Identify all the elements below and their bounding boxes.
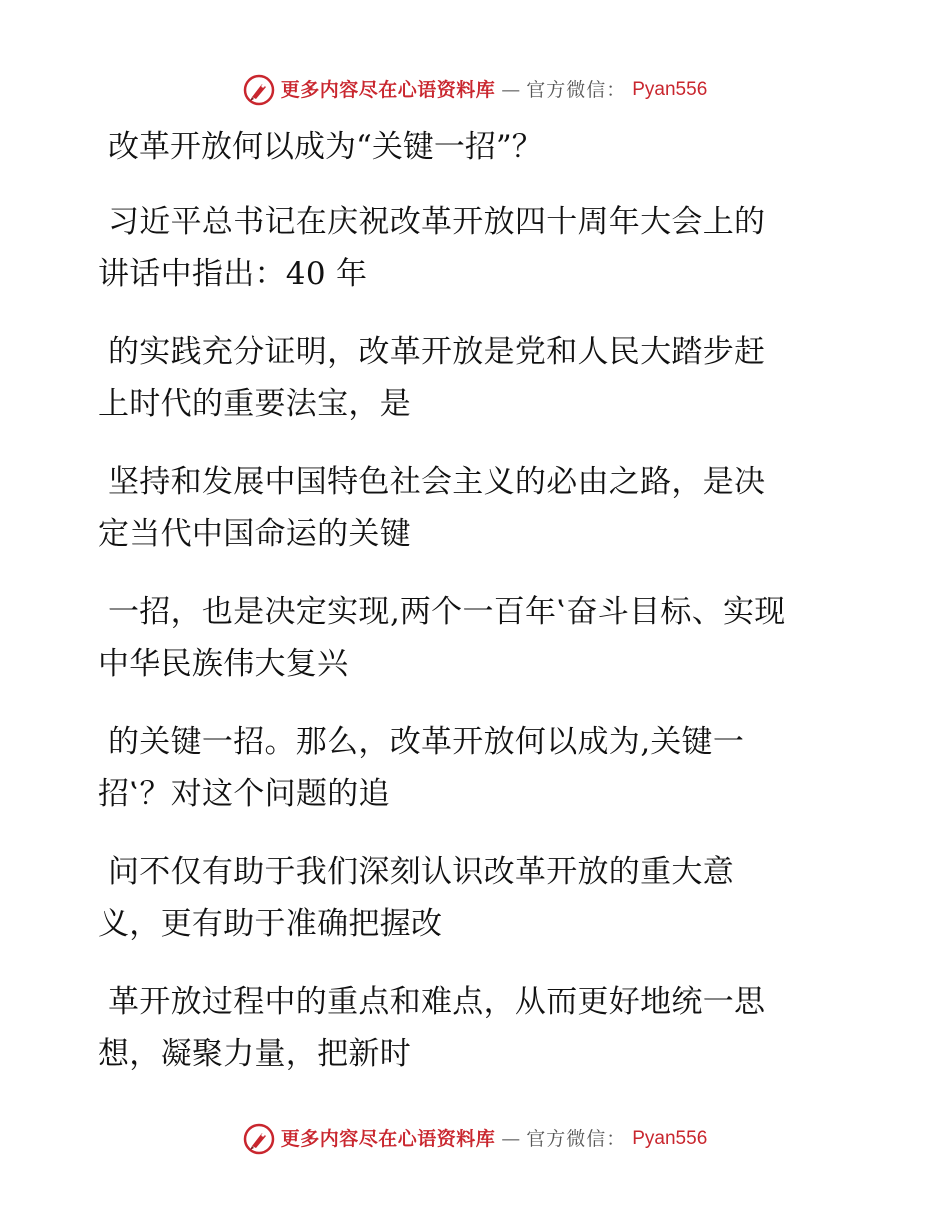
banner-main-text: 更多内容尽在心语资料库 xyxy=(280,79,496,101)
paragraph-line: 招‛？对这个问题的追 xyxy=(98,776,390,812)
paragraph-line: 革开放过程中的重点和难点，从而更好地统一思 xyxy=(108,984,766,1020)
paragraph xyxy=(98,196,858,300)
paragraph-line: 想，凝聚力量，把新时 xyxy=(98,1036,411,1072)
banner-wechat-label: 官方微信： xyxy=(526,79,627,101)
paragraph-line: 问不仅有助于我们深刻认识改革开放的重大意 xyxy=(108,854,734,890)
paragraph xyxy=(98,716,858,820)
banner-wechat-label: 官方微信： xyxy=(526,1128,627,1150)
paragraph-line: 讲话中指出：40 年 xyxy=(98,256,368,292)
paragraph-line: 中华民族伟大复兴 xyxy=(98,646,349,682)
pen-nib-logo-icon xyxy=(243,1123,275,1155)
banner-wechat-id: Pyan556 xyxy=(632,1128,708,1149)
paragraph xyxy=(98,326,858,430)
paragraph-line: 坚持和发展中国特色社会主义的必由之路，是决 xyxy=(108,464,766,500)
paragraph-line: 的实践充分证明，改革开放是党和人民大踏步赶 xyxy=(108,334,766,370)
document-body xyxy=(98,196,858,1106)
footer-banner xyxy=(0,1119,950,1159)
paragraph-line: 上时代的重要法宝，是 xyxy=(98,386,411,422)
paragraph xyxy=(98,586,858,690)
pen-nib-logo-icon xyxy=(243,74,275,106)
paragraph-line: 义，更有助于准确把握改 xyxy=(98,906,443,942)
paragraph-line: 定当代中国命运的关键 xyxy=(98,516,411,552)
document-title: 改革开放何以成为“关键一招”？ xyxy=(108,129,543,165)
banner-dash: — xyxy=(501,1128,521,1150)
paragraph-line: 习近平总书记在庆祝改革开放四十周年大会上的 xyxy=(108,204,766,240)
paragraph xyxy=(98,846,858,950)
header-banner xyxy=(0,70,950,110)
paragraph-line: 一招，也是决定实现‚两个一百年‛奋斗目标、实现 xyxy=(108,594,786,630)
banner-dash: — xyxy=(501,79,521,101)
banner-main-text: 更多内容尽在心语资料库 xyxy=(280,1128,496,1150)
paragraph xyxy=(98,976,858,1080)
banner-wechat-id: Pyan556 xyxy=(632,79,708,100)
paragraph-line: 的关键一招。那么，改革开放何以成为‚关键一 xyxy=(108,724,745,760)
paragraph xyxy=(98,456,858,560)
